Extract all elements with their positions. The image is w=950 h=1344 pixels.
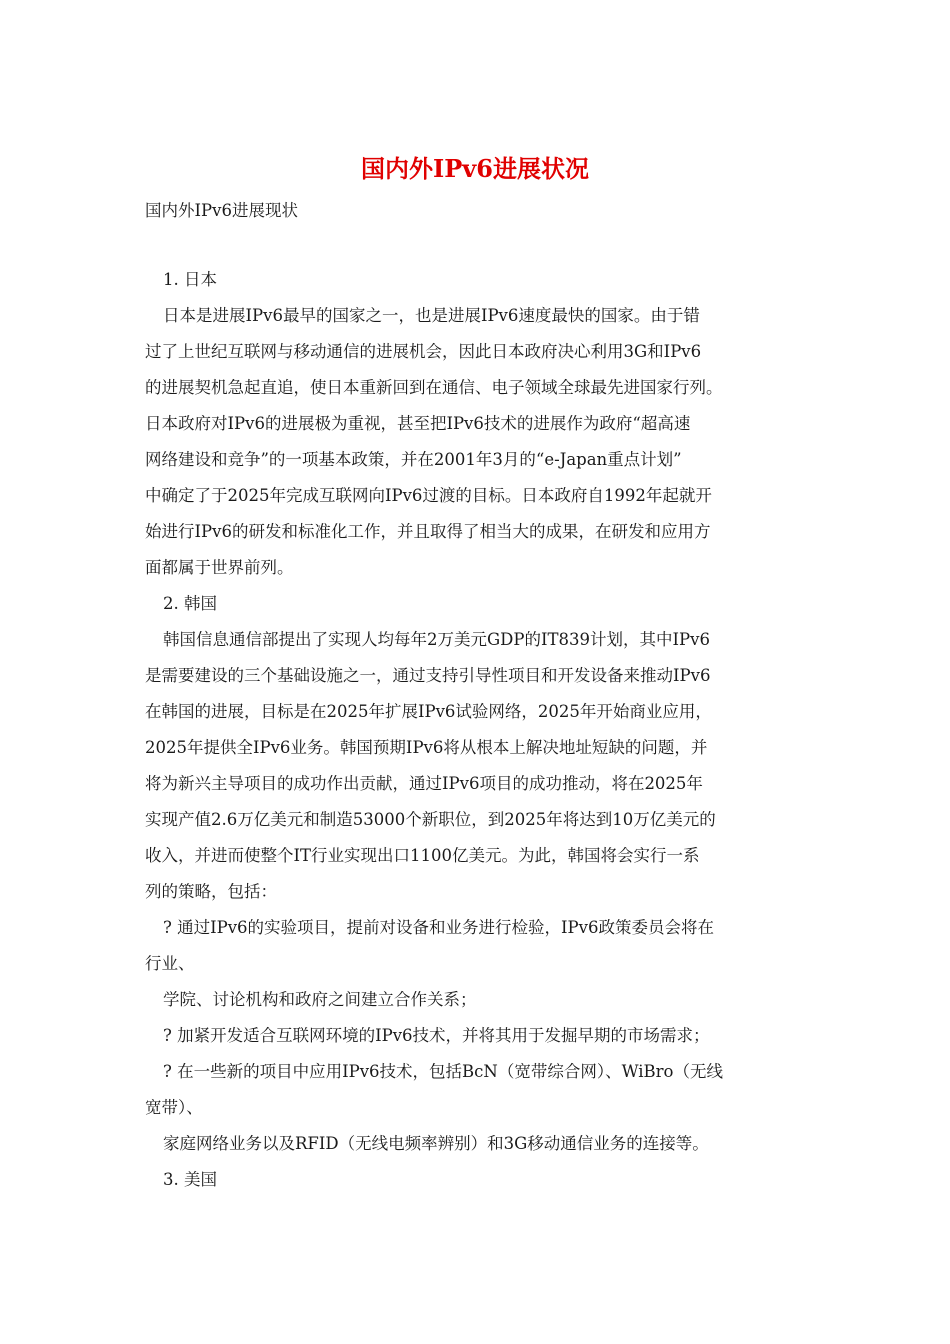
document-subtitle: 国内外IPv6进展现状: [145, 201, 298, 220]
text-line: 中确定了于2025年完成互联网向IPv6过渡的目标。日本政府自1992年起就开: [145, 486, 712, 505]
text-line: 的进展契机急起直追，使日本重新回到在通信、电子领域全球最先进国家行列。: [145, 378, 723, 397]
document-body: [145, 262, 810, 1198]
text-line: 日本政府对IPv6的进展极为重视，甚至把IPv6技术的进展作为政府“超高速: [145, 414, 691, 433]
text-line: 始进行IPv6的研发和标准化工作，并且取得了相当大的成果，在研发和应用方: [145, 522, 711, 541]
text-line: ? 加紧开发适合互联网环境的IPv6技术，并将其用于发掘早期的市场需求；: [163, 1026, 710, 1045]
text-line: 过了上世纪互联网与移动通信的进展机会，因此日本政府决心利用3G和IPv6: [145, 342, 702, 361]
text-line: 日本是进展IPv6最早的国家之一，也是进展IPv6速度最快的国家。由于错: [163, 306, 700, 325]
text-line: ? 在一些新的项目中应用IPv6技术，包括BcN（宽带综合网）、WiBro（无线: [163, 1062, 723, 1081]
text-line: 宽带）、: [145, 1098, 203, 1117]
text-line: 是需要建设的三个基础设施之一，通过支持引导性项目和开发设备来推动IPv6: [145, 666, 711, 685]
text-line: 韩国信息通信部提出了实现人均每年2万美元GDP的IT839计划，其中IPv6: [163, 630, 710, 649]
text-line: ? 通过IPv6的实验项目，提前对设备和业务进行检验，IPv6政策委员会将在: [163, 918, 714, 937]
text-line: 2. 韩国: [163, 594, 217, 613]
text-line: 在韩国的进展，目标是在2025年扩展IPv6试验网络，2025年开始商业应用，: [145, 702, 712, 721]
text-line: 网络建设和竞争”的一项基本政策，并在2001年3月的“e-Japan重点计划”: [145, 450, 682, 469]
text-line: 3. 美国: [163, 1170, 217, 1189]
text-line: 实现产值2.6万亿美元和制造53000个新职位，到2025年将达到10万亿美元的: [145, 810, 716, 829]
text-line: 行业、: [145, 954, 195, 973]
text-line: 2025年提供全IPv6业务。韩国预期IPv6将从根本上解决地址短缺的问题，并: [145, 738, 708, 757]
text-line: 收入，并进而使整个IT行业实现出口1100亿美元。为此，韩国将会实行一系: [145, 846, 700, 865]
text-line: 学院、讨论机构和政府之间建立合作关系；: [163, 990, 477, 1009]
text-line: 面都属于世界前列。: [145, 558, 294, 577]
text-line: 1. 日本: [163, 270, 217, 289]
text-line: 将为新兴主导项目的成功作出贡献，通过IPv6项目的成功推动，将在2025年: [145, 774, 703, 793]
document-title: 国内外IPv6进展状况: [361, 154, 589, 183]
text-line: 家庭网络业务以及RFID（无线电频率辨别）和3G移动通信业务的连接等。: [163, 1134, 709, 1153]
text-line: 列的策略，包括：: [145, 882, 277, 901]
